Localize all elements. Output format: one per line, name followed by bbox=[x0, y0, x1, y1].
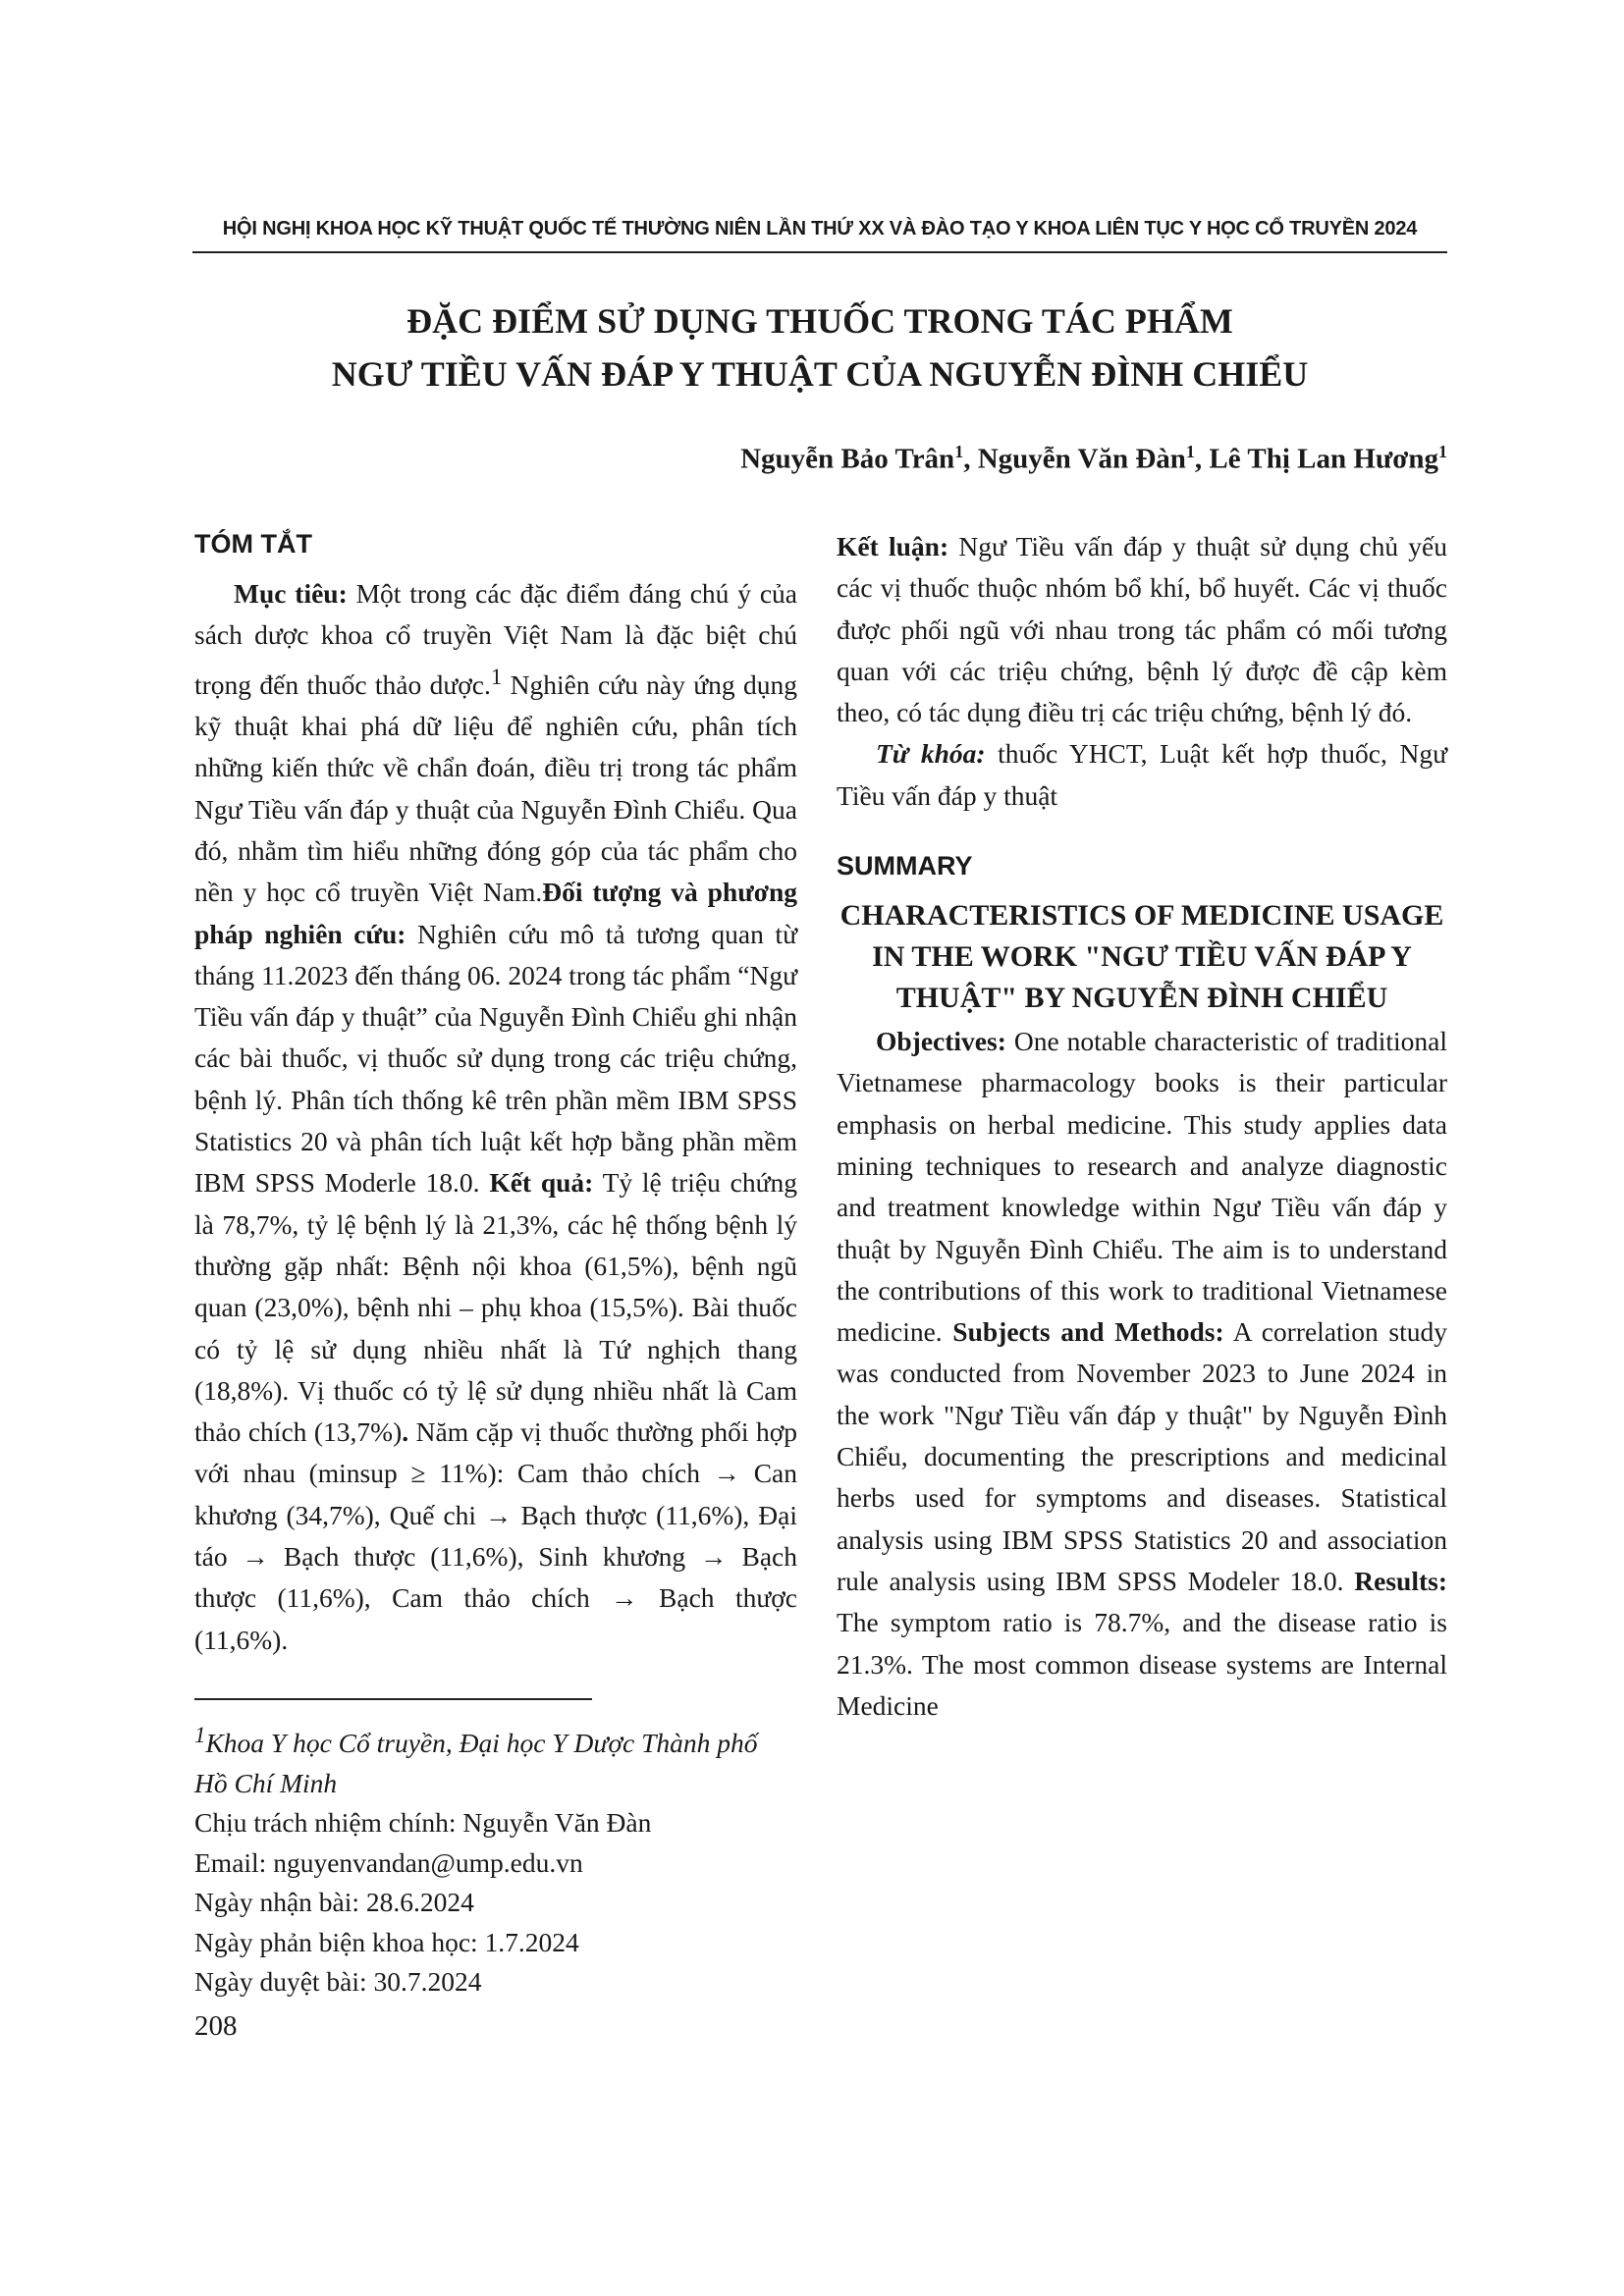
subjects-methods-text: A correlation study was conducted from November 2023 to June 2024 in the work "Ngư Tiều vấn đáp y thuật" by Nguyễn Đình Chiểu, documenting the prescriptions and medicinal herbs used for symptoms and diseases. Statistical analysis using IBM SPSS Statistics 20 and association rule analysis using IBM SPSS Modeler 18.0. bbox=[837, 1316, 1448, 1596]
en-results-label: Results: bbox=[1354, 1565, 1447, 1596]
objective-label: Mục tiêu: bbox=[234, 578, 348, 609]
footnotes bbox=[194, 1716, 797, 2002]
citation-ref: 1 bbox=[490, 664, 503, 689]
title-line-1: ĐẶC ĐIỂM SỬ DỤNG THUỐC TRONG TÁC PHẨM bbox=[406, 301, 1233, 341]
affiliation-sup: 1 bbox=[194, 1723, 206, 1747]
author-separator: , bbox=[963, 443, 978, 475]
results-label: Kết quả: bbox=[489, 1167, 594, 1199]
vi-conclusion-para bbox=[837, 526, 1447, 733]
author-3: Lê Thị Lan Hương bbox=[1209, 443, 1438, 475]
conclusion-label: Kết luận: bbox=[837, 531, 949, 561]
running-header: HỘI NGHỊ KHOA HỌC KỸ THUẬT QUỐC TẾ THƯỜNG NIÊN LẦN THỨ XX VÀ ĐÀO TẠO Y KHOA LIÊN TỤC Y HỌC CỔ TRUYỀN 2024 bbox=[222, 218, 1418, 240]
author-3-affil: 1 bbox=[1438, 442, 1447, 461]
footnote-responsible: Chịu trách nhiệm chính: Nguyễn Văn Đàn bbox=[194, 1807, 652, 1839]
footnote-accepted: Ngày duyệt bài: 30.7.2024 bbox=[194, 1966, 482, 1998]
header-rule bbox=[192, 251, 1447, 253]
footnote-affiliation bbox=[194, 1716, 797, 1803]
right-column bbox=[837, 526, 1447, 1727]
footnote-reviewed: Ngày phản biện khoa học: 1.7.2024 bbox=[194, 1926, 579, 1957]
vi-abstract-body bbox=[194, 573, 797, 1661]
objectives-text: One notable characteristic of traditional Vietnamese pharmacology books is their particular emphasis on herbal medicine. This study applies data mining techniques to research and analyze diagnostic and treatment knowledge within Ngư Tiều vấn đáp y thuật by Nguyễn Đình Chiểu. The aim is to understand the contributions of this work to traditional Vietnamese medicine. bbox=[837, 1026, 1447, 1348]
title-line-2: NGƯ TIỀU VẤN ĐÁP Y THUẬT CỦA NGUYỄN ĐÌNH CHIỂU bbox=[331, 354, 1309, 394]
section-gap bbox=[837, 817, 1447, 842]
vi-abstract-heading: TÓM TẮT bbox=[194, 529, 312, 559]
methods-text: Nghiên cứu mô tả tương quan từ tháng 11.2023 đến tháng 06. 2024 trong tác phẩm “Ngư Tiều vấn đáp y thuật” của Nguyễn Đình Chiểu ghi nhận các bài thuốc, vị thuốc sử dụng trong các triệu chứng, bệnh lý. Phân tích thống kê trên phần mềm IBM SPSS Statistics 20 và phân tích luật kết hợp bằng phần mềm IBM SPSS Moderle 18.0. bbox=[194, 918, 797, 1199]
author-1: Nguyễn Bảo Trân bbox=[740, 443, 955, 475]
keywords-text: thuốc YHCT, Luật kết hợp thuốc, Ngư Tiều vấn đáp y thuật bbox=[837, 738, 1447, 811]
conclusion-text: Ngư Tiều vấn đáp y thuật sử dụng chủ yếu các vị thuốc thuộc nhóm bổ khí, bổ huyết. Các vị thuốc được phối ngũ với nhau trong tác phẩm có mối tương quan với các triệu chứng, bệnh lý được đề cập kèm theo, có tác dụng điều trị các triệu chứng, bệnh lý đó. bbox=[837, 531, 1447, 728]
subjects-methods-label: Subjects and Methods: bbox=[952, 1316, 1224, 1348]
objective-text-2: Nghiên cứu này ứng dụng kỹ thuật khai phá dữ liệu để nghiên cứu, phân tích những kiến thức về chẩn đoán, điều trị trong tác phẩm Ngư Tiều vấn đáp y thuật của Nguyễn Đình Chiểu. Qua đó, nhằm tìm hiểu những đóng góp của tác phẩm cho nền y học cổ truyền Việt Nam. bbox=[194, 668, 797, 908]
footnote-received: Ngày nhận bài: 28.6.2024 bbox=[194, 1887, 474, 1918]
page-number: 208 bbox=[194, 2010, 238, 2042]
results-text-2: Năm cặp vị thuốc thường phối hợp với nhau (minsup ≥ 11%): Cam thảo chích → Can khương (34,7%), Quế chi → Bạch thược (11,6%), Đại táo → Bạch thược (11,6%), Sinh khương → Bạch thược (11,6%), Cam thảo chích → Bạch thược (11,6%). bbox=[194, 1416, 797, 1655]
methods-label: Đối tượng và phương pháp nghiên cứu: bbox=[194, 877, 797, 949]
objective-text: Một trong các đặc điểm đáng chú ý của sách dược khoa cổ truyền Việt Nam là đặc biệt chú trọng đến thuốc thảo dược. bbox=[194, 578, 797, 700]
author-list bbox=[740, 442, 1447, 476]
left-column bbox=[194, 520, 797, 1661]
en-abstract-heading: SUMMARY bbox=[837, 851, 973, 881]
author-2: Nguyễn Văn Đàn bbox=[977, 443, 1186, 475]
results-text: Tỷ lệ triệu chứng là 78,7%, tỷ lệ bệnh lý là 21,3%, các hệ thống bệnh lý thường gặp nhất: Bệnh nội khoa (61,5%), bệnh ngũ quan (23,0%), bệnh nhi – phụ khoa (15,5%). Bài thuốc có tỷ lệ sử dụng nhiều nhất là Tứ nghịch thang (18,8%). Vị thuốc có tỷ lệ sử dụng nhiều nhất là Cam thảo chích (13,7%) bbox=[194, 1167, 798, 1448]
article-title bbox=[192, 294, 1447, 400]
objectives-label: Objectives: bbox=[876, 1026, 1006, 1057]
footnote-rule bbox=[194, 1698, 592, 1700]
author-2-affil: 1 bbox=[1185, 442, 1195, 461]
en-article-title: CHARACTERISTICS OF MEDICINE USAGE IN THE WORK "NGƯ TIỀU VẤN ĐÁP Y THUẬT" BY NGUYỄN ĐÌNH CHIỂU bbox=[839, 899, 1444, 1015]
en-abstract-body bbox=[837, 1021, 1447, 1727]
author-separator: , bbox=[1194, 443, 1210, 475]
vi-keywords-para bbox=[837, 733, 1447, 817]
footnote-email: Email: nguyenvandan@ump.edu.vn bbox=[194, 1846, 583, 1878]
en-results-text: The symptom ratio is 78.7%, and the disease ratio is 21.3%. The most common disease systems are Internal Medicine bbox=[837, 1607, 1447, 1721]
results-dot: . bbox=[402, 1416, 409, 1448]
author-1-affil: 1 bbox=[954, 442, 964, 461]
affiliation-text: Khoa Y học Cổ truyền, Đại học Y Dược Thành phố Hồ Chí Minh bbox=[194, 1728, 758, 1798]
keywords-label: Từ khóa: bbox=[876, 738, 986, 770]
